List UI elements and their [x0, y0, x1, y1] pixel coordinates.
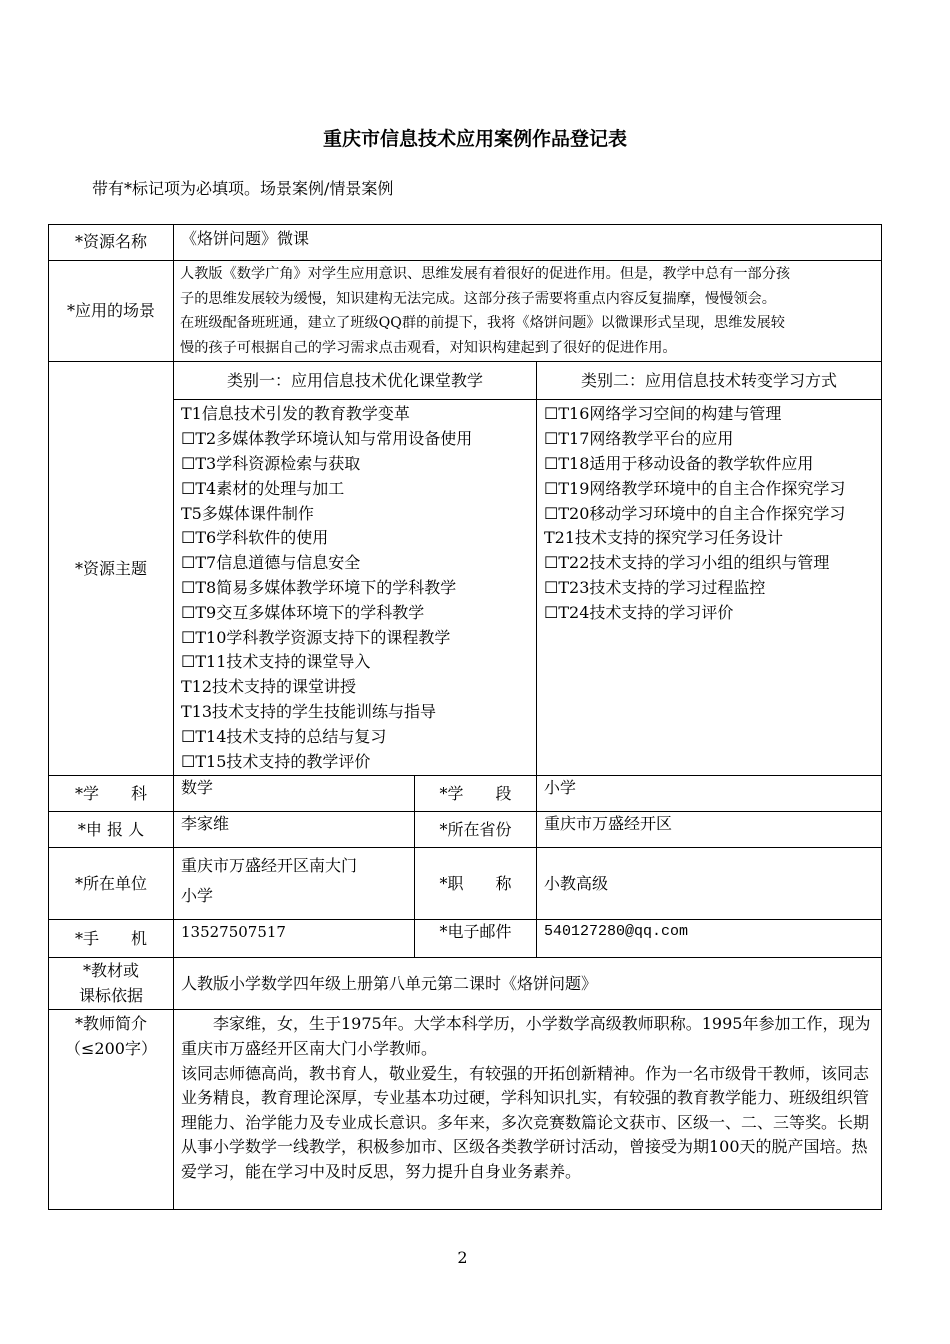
resource-name-value: 《烙饼问题》微课: [174, 225, 882, 261]
scenario-label: *应用的场景: [49, 261, 174, 362]
topic-item: ☐T14技术支持的总结与复习: [181, 726, 387, 746]
form-title: 重庆市信息技术应用案例作品登记表: [322, 128, 627, 150]
scenario-line: 人教版《数学广角》对学生应用意识、思维发展有着很好的促进作用。但是，教学中总有一部分孩: [180, 266, 791, 282]
province-value: 重庆市万盛经开区: [537, 812, 882, 848]
row-subject: [49, 776, 882, 812]
unit-value: [174, 848, 415, 920]
topic-item: ☐T19网络教学环境中的自主合作探究学习: [544, 478, 846, 498]
province-label: *所在省份: [415, 812, 537, 848]
topic-item: ☐T3学科资源检索与获取: [181, 453, 361, 473]
textbook-label-line: 课标依据: [78, 985, 143, 1005]
topic-item: ☐T10学科教学资源支持下的课程教学: [181, 627, 451, 647]
row-scenario: [49, 261, 882, 362]
topic-item: ☐T6学科软件的使用: [181, 528, 329, 548]
job-title-label: *职 称: [415, 848, 537, 920]
subject-value: 数学: [174, 776, 415, 812]
scenario-line: 子的思维发展较为缓慢，知识建构无法完成。这部分孩子需要将重点内容反复揣摩，慢慢领会。: [180, 290, 776, 307]
scenario-text: [174, 261, 882, 362]
row-teacher-bio: [49, 1010, 882, 1210]
teacher-bio-label: [49, 1010, 174, 1210]
topic-item: ☐T16网络学习空间的构建与管理: [544, 404, 782, 424]
page-number: 2: [457, 1248, 468, 1267]
row-topic-lists: [49, 400, 882, 776]
row-unit: [49, 848, 882, 920]
resource-name-label: *资源名称: [49, 225, 174, 261]
email-label: *电子邮件: [415, 920, 537, 958]
row-resource-name: [49, 225, 882, 261]
scenario-line: 慢的孩子可根据自己的学习需求点击观看，对知识构建起到了很好的促进作用。: [180, 339, 677, 356]
topic-item: ☐T7信息道德与信息安全: [181, 553, 361, 573]
topic-item: ☐T24技术支持的学习评价: [544, 602, 734, 622]
teacher-bio-label-line: *教师简介: [74, 1014, 147, 1034]
textbook-label: [49, 958, 174, 1010]
category1-list: [174, 400, 537, 776]
job-title-value: 小教高级: [537, 848, 882, 920]
teacher-bio-label-line: （≤200字）: [65, 1038, 157, 1058]
unit-value-line: 重庆市万盛经开区南大门: [181, 856, 358, 876]
topic-item: ☐T18适用于移动设备的教学软件应用: [544, 453, 814, 473]
topic-item: ☐T11技术支持的课堂导入: [181, 652, 371, 672]
applicant-value: 李家维: [174, 812, 415, 848]
row-phone: [49, 920, 882, 958]
email-value: 540127280@qq.com: [537, 920, 882, 958]
topic-item: ☐T9交互多媒体环境下的学科教学: [181, 602, 425, 622]
topic-item: ☐T22技术支持的学习小组的组织与管理: [544, 553, 830, 573]
topic-item: T21技术支持的探究学习任务设计: [544, 528, 784, 548]
row-applicant: [49, 812, 882, 848]
topics-label: *资源主题: [49, 362, 174, 776]
topic-item: ☐T17网络教学平台的应用: [544, 429, 734, 449]
topic-item: T5多媒体课件制作: [181, 503, 314, 523]
topic-item: ☐T23技术支持的学习过程监控: [544, 577, 766, 597]
required-note: 带有*标记项为必填项。场景案例/情景案例: [92, 179, 394, 198]
row-topic-headers: [49, 362, 882, 400]
category2-header: 类别二：应用信息技术转变学习方式: [537, 362, 882, 400]
topic-item: ☐T15技术支持的教学评价: [181, 751, 371, 771]
topic-item: ☐T4素材的处理与加工: [181, 478, 345, 498]
topic-item: ☐T20移动学习环境中的自主合作探究学习: [544, 503, 846, 523]
phone-value: 13527507517: [174, 920, 415, 958]
textbook-value: 人教版小学数学四年级上册第八单元第二课时《烙饼问题》: [174, 958, 882, 1010]
textbook-label-line: *教材或: [82, 961, 139, 981]
topic-item: ☐T8简易多媒体教学环境下的学科教学: [181, 577, 457, 597]
registration-table: [48, 224, 882, 1210]
teacher-bio-paragraph: 李家维，女，生于1975年。大学本科学历，小学数学高级教师职称。1995年参加工作，现为重庆市万盛经开区南大门小学教师。: [181, 1014, 871, 1058]
teacher-bio-text: [174, 1010, 882, 1210]
unit-label: *所在单位: [49, 848, 174, 920]
row-textbook: [49, 958, 882, 1010]
stage-value: 小学: [537, 776, 882, 812]
applicant-label: *申 报 人: [49, 812, 174, 848]
topic-item: ☐T2多媒体教学环境认知与常用设备使用: [181, 429, 473, 449]
phone-label: *手 机: [49, 920, 174, 958]
topic-item: T1信息技术引发的教育教学变革: [181, 404, 410, 424]
stage-label: *学 段: [415, 776, 537, 812]
subject-label: *学 科: [49, 776, 174, 812]
unit-value-line: 小学: [181, 886, 214, 906]
category1-header: 类别一：应用信息技术优化课堂教学: [174, 362, 537, 400]
topic-item: T13技术支持的学生技能训练与指导: [181, 701, 437, 721]
scenario-line: 在班级配备班班通，建立了班级QQ群的前提下，我将《烙饼问题》以微课形式呈现，思维发展较: [180, 315, 785, 332]
teacher-bio-paragraph: 该同志师德高尚，教书育人，敬业爱生，有较强的开拓创新精神。作为一名市级骨干教师，该同志业务精良，教育理论深厚，专业基本功过硬，学科知识扎实，有较强的教育教学能力、班级组织管理能力、治学能力及专业成长意识。多年来，多次竞赛数篇论文获市、区级一、二、三等奖。长期从事小学数学一线教学，积极参加市、区级各类教学研讨活动，曾接受为期100天的脱产国培。热爱学习，能在学习中及时反思，努力提升自身业务素养。: [181, 1063, 870, 1181]
category2-list: [537, 400, 882, 776]
topic-item: T12技术支持的课堂讲授: [181, 677, 357, 697]
